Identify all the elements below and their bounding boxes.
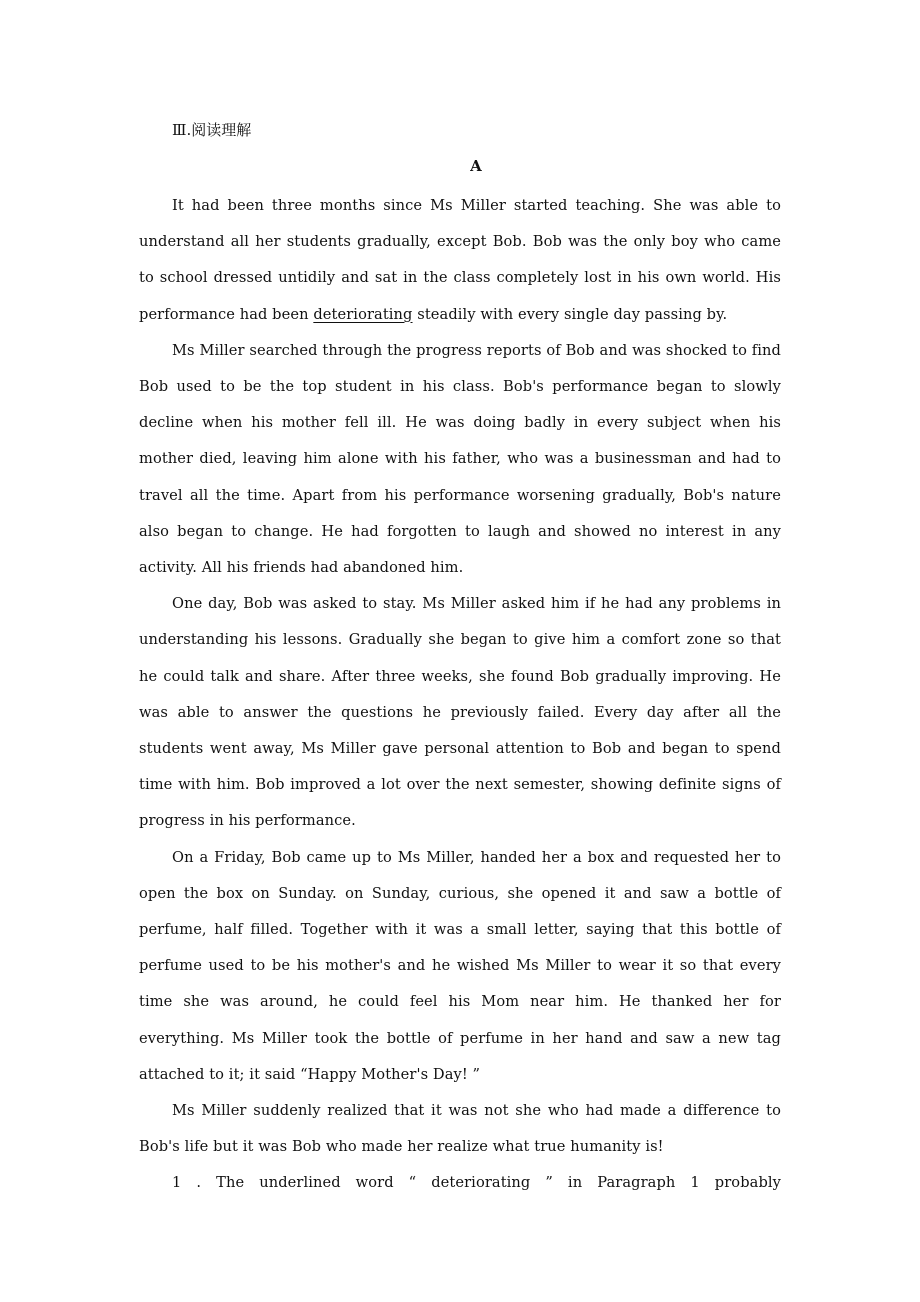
paragraph-1-text-start: It had been three months since Ms Miller started teaching. She was able to understand all her students gradually, except Bob. Bob was the only boy who came to school dressed untidily and sat in the class completely lost in his own world. His performance had been <box>139 197 781 323</box>
paragraph-1-text-end: steadily with every single day passing by. <box>412 305 728 323</box>
paragraph-3: One day, Bob was asked to stay. Ms Miller asked him if he had any problems in understanding his lessons. Gradually she began to give him a comfort zone so that he could talk and share. After three weeks, she found Bob gradually improving. He was able to answer the questions he previously failed. Every day after all the students went away, Ms Miller gave personal attention to Bob and began to spend time with him. Bob improved a lot over the next semester, showing definite signs of progress in his performance. <box>139 595 781 830</box>
paragraph-4: On a Friday, Bob came up to Ms Miller, handed her a box and requested her to open the box on Sunday. on Sunday, curious, she opened it and saw a bottle of perfume, half filled. Together with it was a small letter, saying that this bottle of perfume used to be his mother's and he wished Ms Miller to wear it so that every time she was around, he could feel his Mom near him. He thanked her for everything. Ms Miller took the bottle of perfume in her hand and saw a new tag attached to it; it said “Happy Mother's Day! ” <box>139 848 781 1083</box>
underlined-word: deteriorating <box>313 305 413 323</box>
question-1: 1 . The underlined word “ deteriorating ” in Paragraph 1 probably <box>172 1174 781 1192</box>
section-heading: Ⅲ.阅读理解 <box>172 121 252 139</box>
passage-label: A <box>470 157 482 175</box>
paragraph-2: Ms Miller searched through the progress reports of Bob and was shocked to find Bob used to be the top student in his class. Bob's performance began to slowly decline when his mother fell ill. He was doing badly in every subject when his mother died, leaving him alone with his father, who was a businessman and had to travel all the time. Apart from his performance worsening gradually, Bob's nature also began to change. He had forgotten to laugh and showed no interest in any activity. All his friends had abandoned him. <box>139 341 781 577</box>
paragraph-1 <box>139 188 781 333</box>
paragraph-5: Ms Miller suddenly realized that it was not she who had made a difference to Bob's life but it was Bob who made her realize what true humanity is! <box>139 1102 781 1156</box>
passage-body <box>139 188 781 1202</box>
